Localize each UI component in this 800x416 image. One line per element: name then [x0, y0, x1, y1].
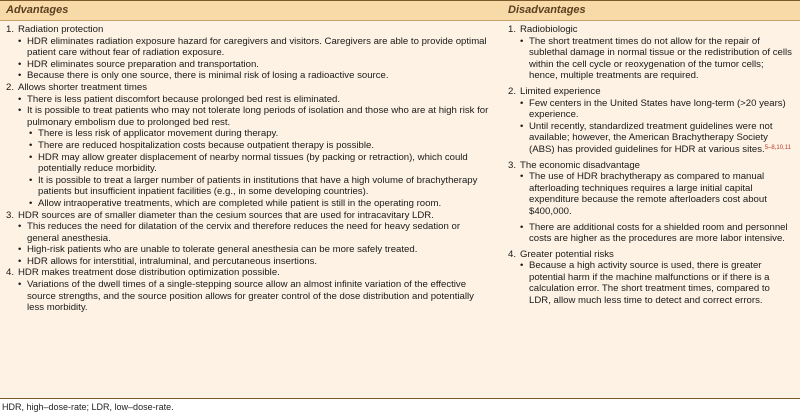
list-item: • Because there is only one source, there is minimal risk of losing a radioactive source.: [6, 70, 490, 82]
section-title: The economic disadvantage: [520, 159, 640, 171]
list-item: • HDR allows for interstitial, intraluminal, and percutaneous insertions.: [6, 256, 490, 268]
list-item-text: Until recently, standardized treatment guidelines were not available; however, the American Brachytherapy Society (ABS) has provided guidelines for HDR at various sites.: [529, 120, 773, 155]
section-number: 2.: [508, 85, 517, 97]
section-number: 1.: [6, 24, 15, 35]
section-number: 4.: [6, 267, 15, 279]
table-footnote: HDR, high–dose-rate; LDR, low–dose-rate.: [2, 402, 174, 412]
advantage-section-4: [6, 267, 490, 279]
sub-list-item: • It is possible to treat a larger number of patients in institutions that have a high volume of brachytherapy patients but insufficient inpatient facilities (e.g., in some developing countries).: [6, 175, 490, 198]
advantage-section-3: [6, 210, 490, 222]
section-title: Radiobiologic: [520, 24, 578, 35]
section-number: 2.: [6, 81, 15, 93]
list-item: • HDR eliminates radiation exposure hazard for caregivers and visitors. Caregivers are able to provide optimal patient care without fear of radiation exposure.: [6, 36, 490, 59]
section-title: Radiation protection: [18, 24, 104, 35]
section-title: HDR sources are of smaller diameter than the cesium sources that are used for intracavitary LDR.: [18, 209, 434, 221]
advantages-column: [6, 24, 490, 314]
sub-list-item: • HDR may allow greater displacement of nearby normal tissues (by packing or retraction), which could potentially reduce morbidity.: [6, 152, 490, 175]
sub-list-item: • There is less risk of applicator movement during therapy.: [6, 128, 490, 140]
section-title: Greater potential risks: [520, 248, 614, 260]
list-item: [508, 121, 794, 156]
disadvantage-section-3: [508, 160, 794, 172]
sub-list-item: • There are reduced hospitalization costs because outpatient therapy is possible.: [6, 140, 490, 152]
list-item: • Because a high activity source is used, there is greater potential harm if the machine malfunctions or if there is a calculation error. The short treatment times, compared to LDR, allow much less time to detect and correct errors.: [508, 260, 794, 306]
list-item: • Few centers in the United States have long-term (>20 years) experience.: [508, 98, 794, 121]
advantages-heading: Advantages: [6, 4, 69, 16]
table-header: [0, 1, 800, 21]
list-item: • High-risk patients who are unable to tolerate general anesthesia can be more safely treated.: [6, 244, 490, 256]
list-item: • There is less patient discomfort because prolonged bed rest is eliminated.: [6, 94, 490, 106]
list-item: • Variations of the dwell times of a single-stepping source allow an almost infinite variation of the effective source strengths, and the source position allows for greater control of the dose distribution and potentially less morbidity.: [6, 279, 490, 314]
disadvantage-section-4: [508, 249, 794, 261]
list-item: • The use of HDR brachytherapy as compared to manual afterloading techniques requires a large initial capital expenditure because the remote afterloaders cost about $400,000.: [508, 171, 794, 217]
reference-citation[interactable]: 5–8,10,11: [764, 144, 791, 151]
section-title: HDR makes treatment dose distribution optimization possible.: [18, 267, 280, 279]
section-number: 3.: [508, 159, 517, 171]
list-item: • It is possible to treat patients who may not tolerate long periods of isolation and those who are at high risk for pulmonary embolism due to prolonged bed rest.: [6, 105, 490, 128]
sub-list-item: • Allow intraoperative treatments, which are completed while patient is still in the operating room.: [6, 198, 490, 210]
list-item: • The short treatment times do not allow for the repair of sublethal damage in normal tissue or the redistribution of cells within the cell cycle or reoxygenation of the tumor cells; hence, multiple treatments are required.: [508, 36, 794, 82]
section-number: 1.: [508, 24, 517, 35]
list-item: • There are additional costs for a shielded room and personnel costs are higher as the procedures are more labor intensive.: [508, 222, 794, 245]
list-item: • HDR eliminates source preparation and transportation.: [6, 59, 490, 71]
disadvantage-section-1: [508, 24, 794, 36]
disadvantage-section-2: [508, 86, 794, 98]
advantage-section-2: [6, 82, 490, 94]
section-number: 4.: [508, 248, 517, 260]
disadvantages-column: [508, 24, 794, 307]
section-number: 3.: [6, 209, 15, 221]
advantage-section-1: [6, 24, 490, 36]
section-title: Allows shorter treatment times: [18, 81, 148, 93]
disadvantages-heading: Disadvantages: [508, 4, 586, 16]
list-item: • This reduces the need for dilatation of the cervix and therefore reduces the need for heavy sedation or general anesthesia.: [6, 221, 490, 244]
section-title: Limited experience: [520, 85, 601, 97]
